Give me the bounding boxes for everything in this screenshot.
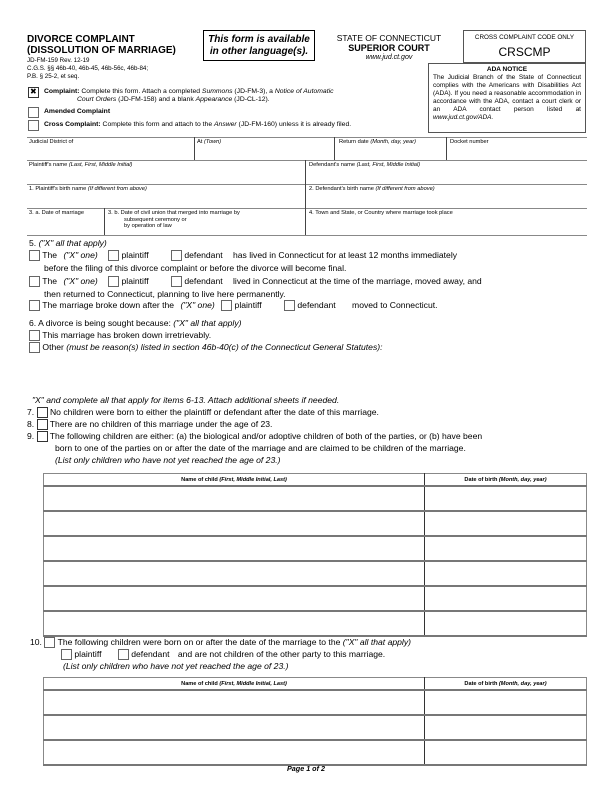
page-number: Page 1 of 2 (287, 764, 325, 773)
plaintiff-name-field[interactable] (29, 162, 132, 169)
form-id: JD-FM-159 Rev. 12-19 (27, 57, 90, 64)
defendant-label: defendant (184, 276, 223, 286)
residency-3-text: The marriage broke down after the (42, 300, 175, 310)
complaint-checkbox[interactable] (28, 87, 39, 98)
child-dob-header-text: Date of birth (464, 476, 499, 483)
table-header-row (44, 474, 587, 487)
table-row (44, 511, 587, 536)
child-dob-header (425, 678, 587, 691)
town-field[interactable] (197, 139, 221, 146)
defendant-name-label: Defendant's name (309, 162, 357, 168)
item-10-checkbox[interactable] (44, 637, 55, 648)
complaint-text (44, 88, 334, 104)
reason-other-option (29, 342, 383, 353)
grid-line (27, 235, 587, 236)
plaintiff-name-hint: (Last, First, Middle Initial) (68, 162, 133, 168)
table-row (44, 536, 587, 561)
defendant-name-field[interactable] (309, 162, 420, 169)
town-hint: (Town) (203, 139, 222, 145)
residency-option-3 (29, 300, 438, 311)
table-row (44, 740, 587, 765)
practice-book: P.B. § 25-2, et seq. (27, 73, 80, 80)
section-6-heading (29, 318, 241, 329)
item-7 (27, 407, 379, 418)
cross-code-value: CRSCMP (498, 45, 551, 59)
defendant-birth-name-field[interactable] (309, 186, 435, 193)
table-row (44, 561, 587, 586)
residency-option-2 (29, 276, 482, 287)
form-title (27, 34, 176, 56)
complaint-text-1: Complete this form. Attach a completed (79, 88, 202, 95)
grid-vline (194, 137, 195, 160)
child-name-cell[interactable] (44, 586, 425, 611)
title-line-1: DIVORCE COMPLAINT (27, 34, 135, 45)
item-9 (27, 431, 482, 442)
item-8 (27, 419, 272, 430)
item-9-line-2: born to one of the parties on or after the date of the marriage and are claimed to be children of the marriage. (55, 443, 466, 453)
cross-complaint-code-box (463, 30, 586, 63)
ada-notice (428, 63, 586, 133)
marriage-date-label: 3. a. Date of marriage (29, 210, 85, 216)
appearance-ref: Appearance (195, 96, 233, 103)
cross-complaint-text (44, 121, 351, 129)
residency-option-1 (29, 250, 457, 261)
marriage-place-field[interactable] (309, 210, 453, 217)
x-one-hint: ("X" one) (63, 276, 98, 286)
reason-other-label: Other (42, 342, 67, 352)
language-notice-line-2: in other language(s). (209, 46, 309, 57)
item-7-num: 7. (27, 407, 35, 417)
return-date-label: Return date (339, 139, 371, 145)
section-5-heading (29, 238, 107, 249)
docket-label: Docket number (450, 139, 489, 145)
residency-2-checkbox[interactable] (29, 276, 40, 287)
item-10-line-2 (61, 649, 385, 660)
item-7-text: No children were born to either the plaintiff or defendant after the date of this marriage. (49, 407, 379, 417)
item-9-line-1: The following children are either: (a) the biological and/or adoptive children of both of the parties, or (b) have been (49, 431, 483, 441)
grid-line (27, 208, 587, 209)
item-10-defendant-checkbox[interactable] (118, 649, 129, 660)
child-dob-header-hint: (Month, day, year) (498, 680, 547, 687)
reason-irretrievable-checkbox[interactable] (29, 330, 40, 341)
residency-2-defendant-checkbox[interactable] (171, 276, 182, 287)
item-10-line-2-text: and are not children of the other party to this marriage. (177, 649, 386, 659)
children-instruction: "X" and complete all that apply for items 6-13. Attach additional sheets if needed. (32, 395, 340, 405)
section-5-num: 5. (29, 238, 39, 248)
cross-complaint-label: Cross Complaint: (44, 121, 101, 128)
child-dob-cell[interactable] (425, 690, 587, 715)
residency-1-checkbox[interactable] (29, 250, 40, 261)
defendant-name-hint: (Last, First, Middle Initial) (356, 162, 421, 168)
reason-irretrievable-option (29, 330, 211, 341)
amended-complaint-label: Amended Complaint (44, 108, 111, 115)
child-dob-header (425, 474, 587, 487)
plaintiff-birth-hint: (If different from above) (87, 186, 147, 192)
child-dob-cell[interactable] (425, 611, 587, 636)
residency-2-plaintiff-checkbox[interactable] (108, 276, 119, 287)
table-row (44, 690, 587, 715)
child-name-cell[interactable] (44, 690, 425, 715)
ada-heading: ADA NOTICE (486, 66, 528, 73)
residency-3-end: moved to Connecticut. (352, 300, 438, 310)
child-dob-header-hint: (Month, day, year) (498, 476, 547, 483)
grid-vline (446, 137, 447, 160)
the-label: The (42, 250, 58, 260)
child-name-cell[interactable] (44, 511, 425, 536)
title-line-2: (DISSOLUTION OF MARRIAGE) (27, 45, 176, 56)
grid-vline (334, 137, 335, 160)
child-dob-cell[interactable] (425, 536, 587, 561)
child-dob-cell[interactable] (425, 586, 587, 611)
cross-text-2: (JD-FM-160) unless it is already filed. (236, 121, 352, 128)
child-name-cell[interactable] (44, 536, 425, 561)
judicial-district-label: Judicial District of (29, 139, 74, 145)
child-dob-cell[interactable] (425, 486, 587, 511)
civil-union-date-field[interactable] (108, 210, 240, 230)
complaint-text-2: (JD-FM-3), a (232, 88, 275, 95)
child-name-header (44, 678, 425, 691)
civil-union-line-2: subsequent ceremony or (124, 216, 187, 223)
residency-1-line-2: before the filing of this divorce complaint or before the divorce will become final. (44, 263, 347, 273)
item-9-checkbox[interactable] (37, 431, 48, 442)
reason-irretrievable-label: This marriage has broken down irretrievably. (42, 330, 212, 340)
court-heading (325, 33, 453, 63)
grid-vline (305, 160, 306, 235)
complaint-label: Complaint: (44, 88, 80, 95)
x-one-hint: ("X" one) (63, 250, 98, 260)
children-table-9 (43, 473, 587, 637)
child-name-header-hint: (First, Middle Initial, Last) (219, 476, 287, 483)
child-dob-cell[interactable] (425, 740, 587, 765)
town-label: At (197, 139, 204, 145)
civil-union-line-1: 3. b. Date of civil union that merged into marriage by (108, 210, 240, 216)
child-dob-cell[interactable] (425, 715, 587, 740)
plaintiff-label: plaintiff (121, 250, 149, 260)
statutes: C.G.S. §§ 46b-40, 46b-45, 46b-56c, 46b-84; (27, 65, 149, 72)
residency-1-text: has lived in Connecticut for at least 12 months immediately (233, 250, 458, 260)
form-meta (27, 57, 148, 81)
item-10-hint: ("X" all that apply) (342, 637, 411, 647)
cross-complaint-checkbox[interactable] (28, 120, 39, 131)
amended-complaint-checkbox[interactable] (28, 107, 39, 118)
item-10-line-3: (List only children who have not yet reached the age of 23.) (63, 661, 289, 671)
court-name: SUPERIOR COURT (348, 43, 430, 53)
item-10-defendant-label: defendant (131, 649, 170, 659)
residency-2-line-2: then returned to Connecticut, planning to live here permanently. (44, 289, 286, 299)
plaintiff-birth-name-field[interactable] (29, 186, 147, 193)
plaintiff-label: plaintiff (234, 300, 262, 310)
item-9-num: 9. (27, 431, 35, 441)
child-dob-cell[interactable] (425, 511, 587, 536)
residency-1-plaintiff-checkbox[interactable] (108, 250, 119, 261)
children-table-10 (43, 677, 587, 766)
child-dob-header-text: Date of birth (464, 680, 499, 687)
language-notice[interactable] (203, 30, 315, 61)
docket-number-field[interactable] (450, 139, 489, 146)
grid-line (27, 160, 587, 161)
judicial-district-field[interactable] (29, 139, 73, 146)
cross-text-1: Complete this form and attach to the (100, 121, 214, 128)
child-name-header-text: Name of child (181, 476, 220, 483)
item-8-checkbox[interactable] (37, 419, 48, 430)
child-name-cell[interactable] (44, 740, 425, 765)
plaintiff-label: plaintiff (121, 276, 149, 286)
notice-ref: Notice of Automatic (274, 88, 334, 95)
return-date-hint: (Month, day, year) (370, 139, 417, 145)
x-one-hint: ("X" one) (180, 300, 215, 310)
residency-3-defendant-checkbox[interactable] (284, 300, 295, 311)
summons-ref: Summons (201, 88, 233, 95)
item-8-num: 8. (27, 419, 35, 429)
reason-other-hint: (must be reason(s) listed in section 46b-40(c) of the Connecticut General Statutes): (66, 342, 383, 352)
item-10-plaintiff-checkbox[interactable] (61, 649, 72, 660)
item-9-line-3: (List only children who have not yet reached the age of 23.) (55, 455, 281, 465)
grid-line (27, 184, 587, 185)
child-name-cell[interactable] (44, 611, 425, 636)
reason-other-input[interactable] (44, 356, 584, 392)
marriage-place-label: 4. Town and State, or Country where marriage took place (309, 210, 453, 216)
defendant-label: defendant (297, 300, 336, 310)
defendant-birth-label: 2. Defendant's birth name (309, 186, 376, 192)
child-name-cell[interactable] (44, 561, 425, 586)
child-name-header (44, 474, 425, 487)
table-header-row (44, 678, 587, 691)
item-10-num: 10. (30, 637, 42, 647)
item-10-line-1: The following children were born on or after the date of the marriage to the (57, 637, 343, 647)
item-10 (30, 637, 411, 648)
table-row (44, 611, 587, 636)
defendant-label: defendant (184, 250, 223, 260)
residency-3-checkbox[interactable] (29, 300, 40, 311)
child-name-cell[interactable] (44, 715, 425, 740)
item-7-checkbox[interactable] (37, 407, 48, 418)
cross-code-label: CROSS COMPLAINT CODE ONLY (474, 34, 575, 41)
civil-union-line-3: by operation of law (124, 223, 172, 229)
court-orders-ref: Court Orders (77, 96, 117, 103)
return-date-field[interactable] (339, 139, 416, 146)
language-notice-line-1: This form is available (208, 34, 310, 45)
child-dob-cell[interactable] (425, 561, 587, 586)
table-row (44, 715, 587, 740)
defendant-birth-hint: (If different from above) (375, 186, 435, 192)
residency-2-text: lived in Connecticut at the time of the marriage, moved away, and (233, 276, 482, 286)
child-name-header-text: Name of child (181, 680, 220, 687)
answer-ref: Answer (214, 121, 237, 128)
item-10-plaintiff-label: plaintiff (74, 649, 102, 659)
plaintiff-birth-label: 1. Plaintiff's birth name (29, 186, 88, 192)
residency-3-plaintiff-checkbox[interactable] (221, 300, 232, 311)
section-6-text: 6. A divorce is being sought because: (29, 318, 174, 328)
complaint-text-4: (JD-CL-12). (232, 96, 270, 103)
ada-body: The Judicial Branch of the State of Connecticut complies with the Americans with Disabilities Act (ADA). If you need a reasonable accommodation in accordance with the ADA, contact a court clerk or an ADA contact person listed at (433, 74, 581, 113)
child-name-cell[interactable] (44, 486, 425, 511)
court-website[interactable]: www.jud.ct.gov (365, 54, 413, 61)
ada-link[interactable]: www.jud.ct.gov/ADA. (433, 114, 494, 121)
table-row (44, 486, 587, 511)
reason-other-checkbox[interactable] (29, 342, 40, 353)
section-5-hint: ("X" all that apply) (38, 238, 107, 248)
complaint-text-3: (JD-FM-158) and a blank (116, 96, 196, 103)
grid-line (27, 137, 587, 138)
table-row (44, 586, 587, 611)
grid-vline (104, 208, 105, 235)
child-name-header-hint: (First, Middle Initial, Last) (219, 680, 287, 687)
item-8-text: There are no children of this marriage under the age of 23. (49, 419, 273, 429)
plaintiff-name-label: Plaintiff's name (29, 162, 69, 168)
residency-1-defendant-checkbox[interactable] (171, 250, 182, 261)
section-6-hint: ("X" all that apply) (173, 318, 242, 328)
state-name: STATE OF CONNECTICUT (336, 33, 442, 43)
marriage-date-field[interactable] (29, 210, 84, 217)
the-label: The (42, 276, 58, 286)
